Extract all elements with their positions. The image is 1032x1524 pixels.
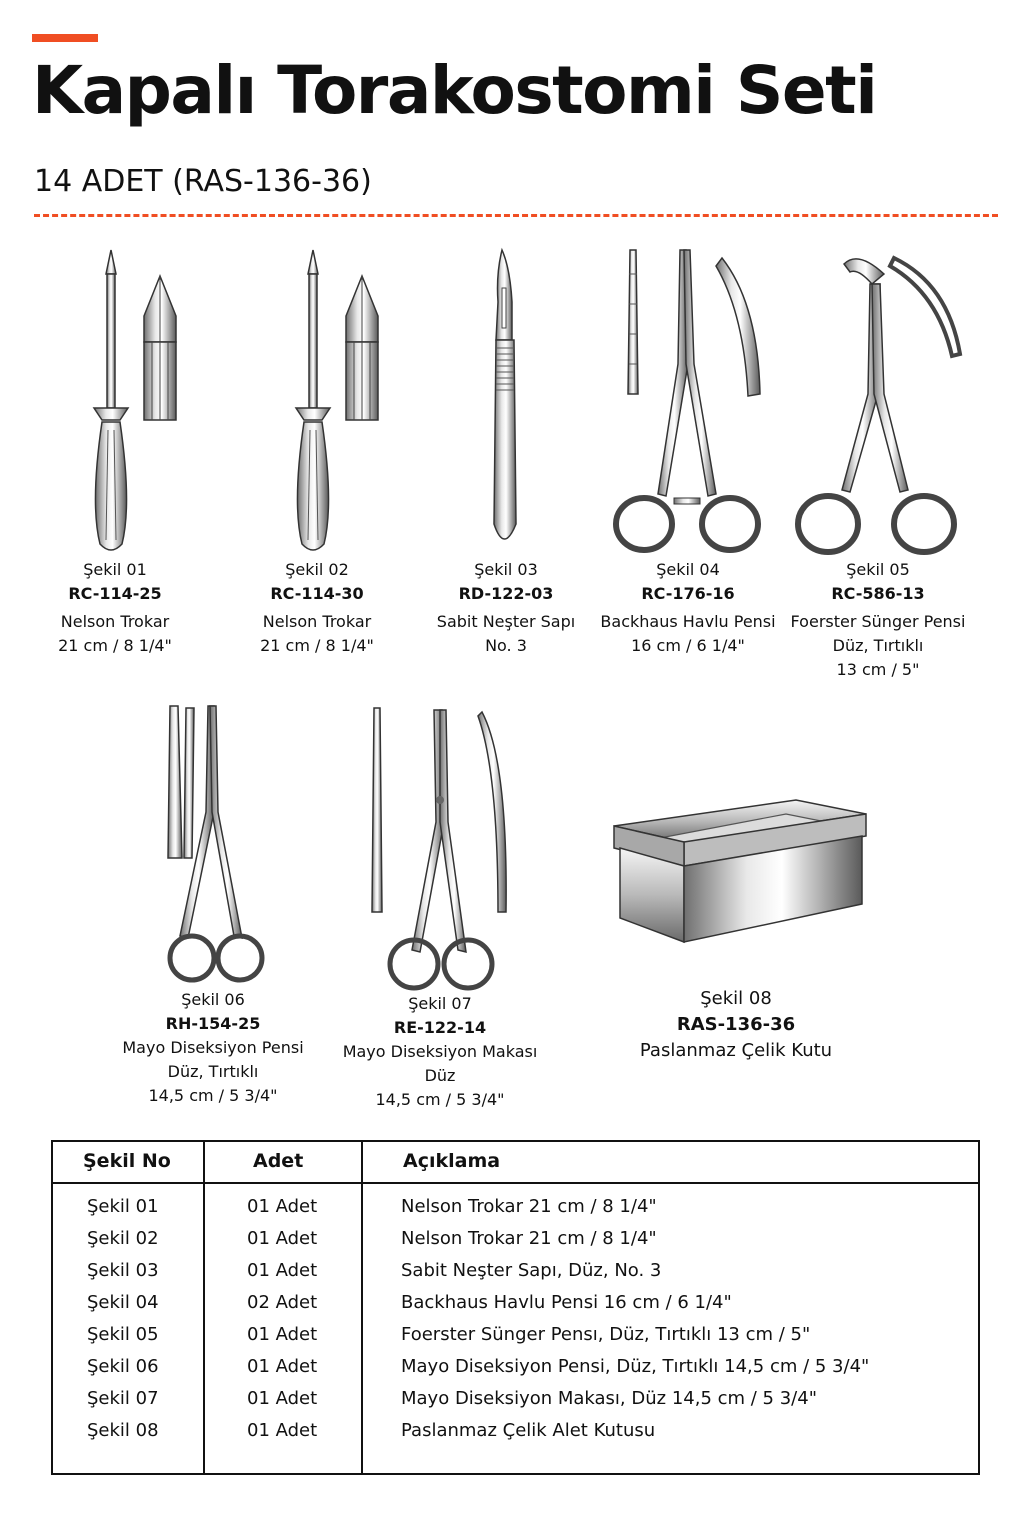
table-row [53,1324,978,1356]
product-name: Foerster Sünger Pensi [790,612,966,631]
product-item-03 [426,244,586,658]
product-code: RH-154-25 [165,1014,261,1033]
cell-description: Nelson Trokar 21 cm / 8 1/4" [401,1196,657,1217]
contents-table [51,1140,980,1475]
table-row [53,1196,978,1228]
product-size: 16 cm / 6 1/4" [631,636,745,655]
table-header-figure: Şekil No [83,1150,171,1172]
product-name: Mayo Diseksiyon Makası [342,1042,538,1061]
cell-description: Nelson Trokar 21 cm / 8 1/4" [401,1228,657,1249]
product-code: RD-122-03 [458,584,554,603]
accent-bar [32,34,98,42]
table-row [53,1292,978,1324]
towel-clamp-icon [600,244,776,558]
product-name: Nelson Trokar [262,612,372,631]
product-size: 21 cm / 8 1/4" [58,636,172,655]
cell-description: Foerster Sünger Pensı, Düz, Tırtıklı 13 cm / 5" [401,1324,811,1345]
product-size: No. 3 [485,636,527,655]
product-size: 21 cm / 8 1/4" [260,636,374,655]
cell-figure: Şekil 03 [87,1260,159,1281]
cell-figure: Şekil 02 [87,1228,159,1249]
trocar-icon [30,244,200,558]
steel-box-icon [600,786,872,986]
figure-label: Şekil 03 [474,560,538,579]
sponge-forceps-icon [788,244,968,558]
cell-quantity: 01 Adet [247,1228,318,1249]
cell-figure: Şekil 01 [87,1196,159,1217]
product-name: Sabit Neşter Sapı [436,612,576,631]
product-item-02 [232,244,402,658]
cell-description: Mayo Diseksiyon Makası, Düz 14,5 cm / 5 3/4" [401,1388,817,1409]
page-subtitle: 14 ADET (RAS-136-36) [34,164,372,199]
product-item-07 [340,702,540,1112]
product-item-08 [600,786,872,1064]
table-row [53,1388,978,1420]
cell-figure: Şekil 04 [87,1292,159,1313]
figure-label: Şekil 04 [656,560,720,579]
cell-figure: Şekil 08 [87,1420,159,1441]
product-size: 14,5 cm / 5 3/4" [148,1086,278,1105]
figure-label: Şekil 01 [83,560,147,579]
cell-description: Sabit Neşter Sapı, Düz, No. 3 [401,1260,662,1281]
product-name: Backhaus Havlu Pensi [600,612,776,631]
table-row [53,1260,978,1292]
cell-quantity: 01 Adet [247,1356,318,1377]
scalpel-handle-icon [426,244,586,558]
product-code: RC-114-30 [270,584,364,603]
dissecting-forceps-icon [118,702,308,988]
product-name: Paslanmaz Çelik Kutu [639,1040,833,1061]
figure-label: Şekil 06 [181,990,245,1009]
table-row [53,1420,978,1452]
cell-quantity: 01 Adet [247,1324,318,1345]
table-header-quantity: Adet [253,1150,304,1172]
product-variant: Düz, Tırtıklı [167,1062,259,1081]
product-code: RAS-136-36 [676,1014,796,1035]
figure-label: Şekil 05 [846,560,910,579]
product-size: 13 cm / 5" [836,660,920,679]
table-row [53,1228,978,1260]
product-variant: Düz, Tırtıklı [832,636,924,655]
trocar-icon [232,244,402,558]
product-name: Mayo Diseksiyon Pensi [122,1038,304,1057]
product-item-06 [118,702,308,1108]
cell-description: Mayo Diseksiyon Pensi, Düz, Tırtıklı 14,5 cm / 5 3/4" [401,1356,870,1377]
product-code: RC-114-25 [68,584,162,603]
figure-label: Şekil 02 [285,560,349,579]
cell-description: Paslanmaz Çelik Alet Kutusu [401,1420,656,1441]
page-title: Kapalı Torakostomi Seti [32,52,877,129]
cell-quantity: 01 Adet [247,1260,318,1281]
cell-figure: Şekil 05 [87,1324,159,1345]
table-header-description: Açıklama [403,1150,501,1172]
product-code: RC-586-13 [831,584,925,603]
product-variant: Düz [424,1066,456,1085]
figure-label: Şekil 08 [700,988,772,1009]
product-code: RC-176-16 [641,584,735,603]
product-name: Nelson Trokar [60,612,170,631]
product-item-01 [30,244,200,658]
table-header-divider [53,1182,978,1184]
dashed-divider [34,214,998,217]
cell-figure: Şekil 07 [87,1388,159,1409]
product-code: RE-122-14 [393,1018,487,1037]
product-item-05 [788,244,968,682]
cell-description: Backhaus Havlu Pensi 16 cm / 6 1/4" [401,1292,732,1313]
product-size: 14,5 cm / 5 3/4" [375,1090,505,1109]
figure-label: Şekil 07 [408,994,472,1013]
cell-figure: Şekil 06 [87,1356,159,1377]
cell-quantity: 01 Adet [247,1196,318,1217]
cell-quantity: 02 Adet [247,1292,318,1313]
scissors-icon [340,702,540,992]
product-item-04 [600,244,776,658]
cell-quantity: 01 Adet [247,1388,318,1409]
table-row [53,1356,978,1388]
cell-quantity: 01 Adet [247,1420,318,1441]
